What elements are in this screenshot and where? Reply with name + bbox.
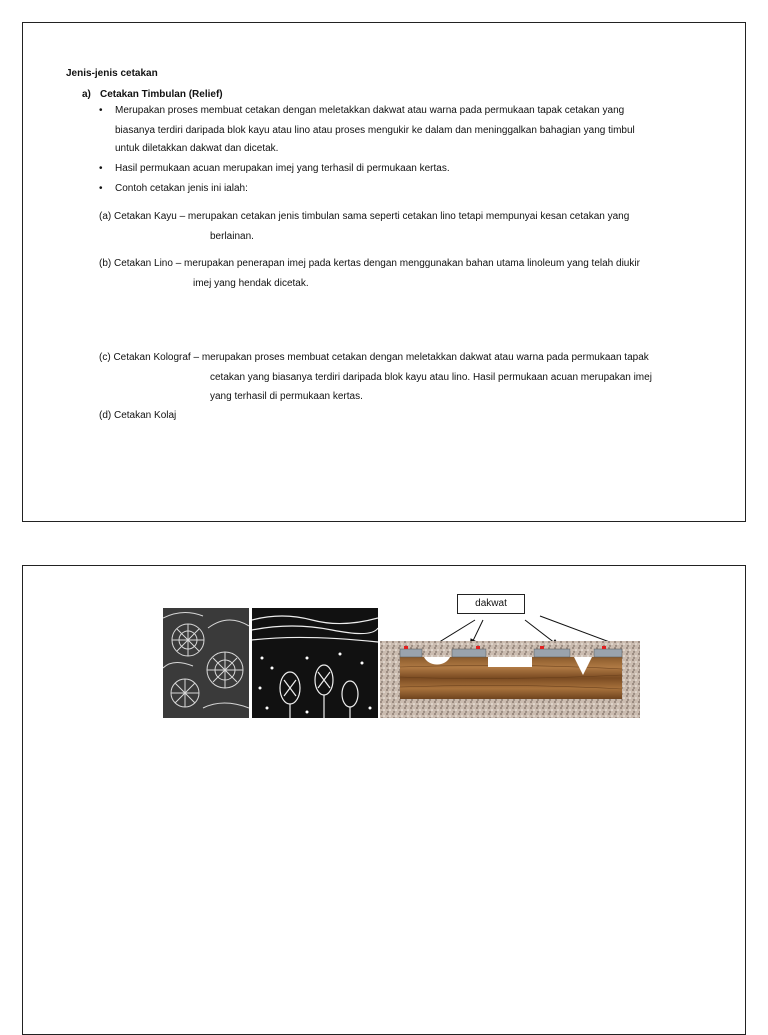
document-page-2: [22, 565, 746, 1035]
bullet-1-line-3: untuk diletakkan dakwat dan dicetak.: [115, 143, 279, 154]
document-page-1: [22, 22, 746, 522]
item-c-line-3: yang terhasil di permukaan kertas.: [210, 391, 363, 402]
bullet-dot: •: [99, 183, 103, 194]
bullet-1-line-2: biasanya terdiri daripada blok kayu atau lino atau proses mengukir ke dalam dan meninggalkan bahagian yang timbul: [115, 125, 635, 136]
section-title: Cetakan Timbulan (Relief): [100, 89, 223, 100]
bullet-2-line-1: Hasil permukaan acuan merupakan imej yang terhasil di permukaan kertas.: [115, 163, 450, 174]
item-b-line-1: (b) Cetakan Lino – merupakan penerapan imej pada kertas dengan menggunakan bahan utama linoleum yang telah diukir: [99, 258, 640, 269]
woodcut-flower-image: [163, 608, 249, 718]
bullet-dot: •: [99, 163, 103, 174]
item-c-line-1: (c) Cetakan Kolograf – merupakan proses membuat cetakan dengan meletakkan dakwat atau warna pada permukaan tapak: [99, 352, 649, 363]
section-label: a): [82, 89, 91, 100]
item-a-line-1: (a) Cetakan Kayu – merupakan cetakan jenis timbulan sama seperti cetakan lino tetapi mempunyai kesan cetakan yang: [99, 211, 630, 222]
item-c-line-2: cetakan yang biasanya terdiri daripada blok kayu atau lino. Hasil permukaan acuan merupakan imej: [210, 372, 652, 383]
bullet-dot: •: [99, 105, 103, 116]
page-heading: Jenis-jenis cetakan: [66, 68, 158, 79]
diagram-label-dakwat: dakwat: [457, 594, 525, 614]
bullet-1-line-1: Merupakan proses membuat cetakan dengan meletakkan dakwat atau warna pada permukaan tapak cetakan yang: [115, 105, 625, 116]
bullet-3-line-1: Contoh cetakan jenis ini ialah:: [115, 183, 248, 194]
item-a-line-2: berlainan.: [210, 231, 254, 242]
item-b-line-2: imej yang hendak dicetak.: [193, 278, 309, 289]
item-d-line-1: (d) Cetakan Kolaj: [99, 410, 177, 421]
relief-print-cross-section-diagram: [380, 641, 640, 718]
woodcut-landscape-image: [252, 608, 378, 718]
